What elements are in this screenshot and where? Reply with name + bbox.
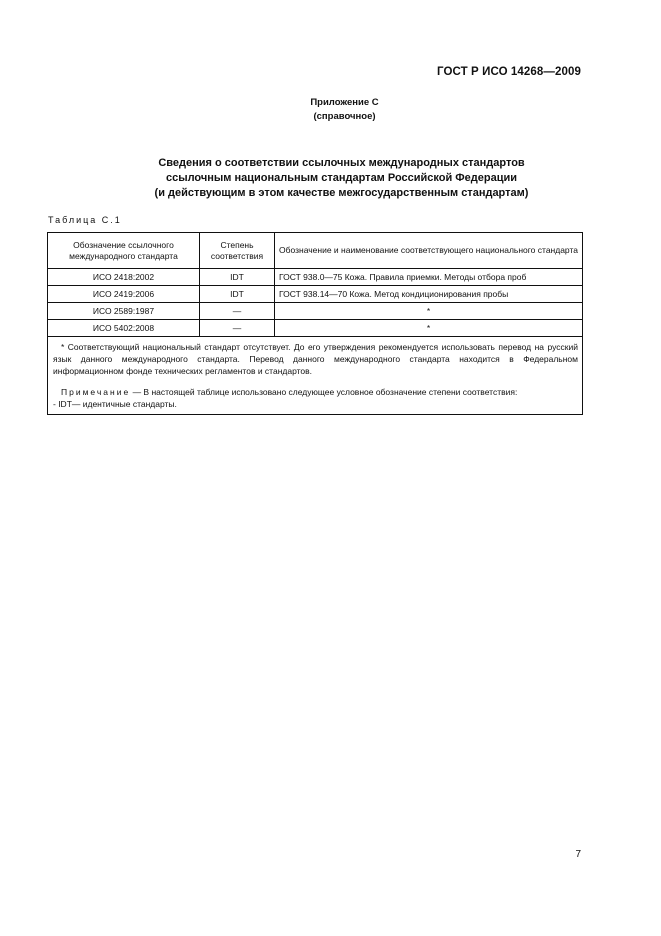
cell-international-standard: ИСО 5402:2008 [48, 320, 200, 337]
table-note [53, 386, 578, 398]
appendix-type: (справочное) [313, 111, 376, 122]
cell-international-standard: ИСО 2418:2002 [48, 269, 200, 286]
cell-national-standard: * [275, 303, 583, 320]
cell-degree: IDT [200, 286, 275, 303]
table-footnote: * Соответствующий национальный стандарт отсутствует. До его утверждения рекомендуется использовать перевод на русский язык данного международного стандарта. Перевод данного международного стандарта находится в Федеральном информационном фонде технических регламентов и стандартов. [53, 342, 578, 376]
cell-degree: — [200, 303, 275, 320]
table-header-row [48, 233, 583, 269]
table-caption: Таблица С.1 [48, 215, 122, 225]
cell-national-standard: ГОСТ 938.0—75 Кожа. Правила приемки. Методы отбора проб [275, 269, 583, 286]
table-row [48, 303, 583, 320]
header-national-standard: Обозначение и наименование соответствующего национального стандарта [275, 233, 583, 269]
document-code: ГОСТ Р ИСО 14268—2009 [436, 66, 581, 78]
appendix-title [0, 156, 661, 201]
title-line-2: ссылочным национальным стандартам Российской Федерации [165, 172, 518, 184]
note-text: — В настоящей таблице использовано следующее условное обозначение степени соответствия: [130, 387, 518, 397]
note-item: - IDT— идентичные стандарты. [53, 399, 177, 409]
table-row [48, 320, 583, 337]
cell-degree: IDT [200, 269, 275, 286]
cell-national-standard: * [275, 320, 583, 337]
header-international-standard: Обозначение ссылочного международного стандарта [48, 233, 200, 269]
cell-degree: — [200, 320, 275, 337]
correspondence-table [47, 232, 583, 415]
appendix-heading [0, 96, 661, 124]
page-number: 7 [575, 849, 581, 860]
title-line-3: (и действующим в этом качестве межгосударственным стандартам) [154, 187, 529, 199]
header-degree-of-correspondence: Степень соответствия [200, 233, 275, 269]
note-label: Примечание [61, 387, 131, 397]
correspondence-table-wrapper [47, 232, 583, 415]
table-row [48, 269, 583, 286]
cell-international-standard: ИСО 2589:1987 [48, 303, 200, 320]
cell-international-standard: ИСО 2419:2006 [48, 286, 200, 303]
appendix-label: Приложение С [310, 97, 379, 108]
table-row [48, 286, 583, 303]
cell-national-standard: ГОСТ 938.14—70 Кожа. Метод кондиционирования пробы [275, 286, 583, 303]
table-notes-row [48, 337, 583, 415]
table-notes-cell [48, 337, 583, 415]
title-line-1: Сведения о соответствии ссылочных международных стандартов [158, 157, 525, 169]
